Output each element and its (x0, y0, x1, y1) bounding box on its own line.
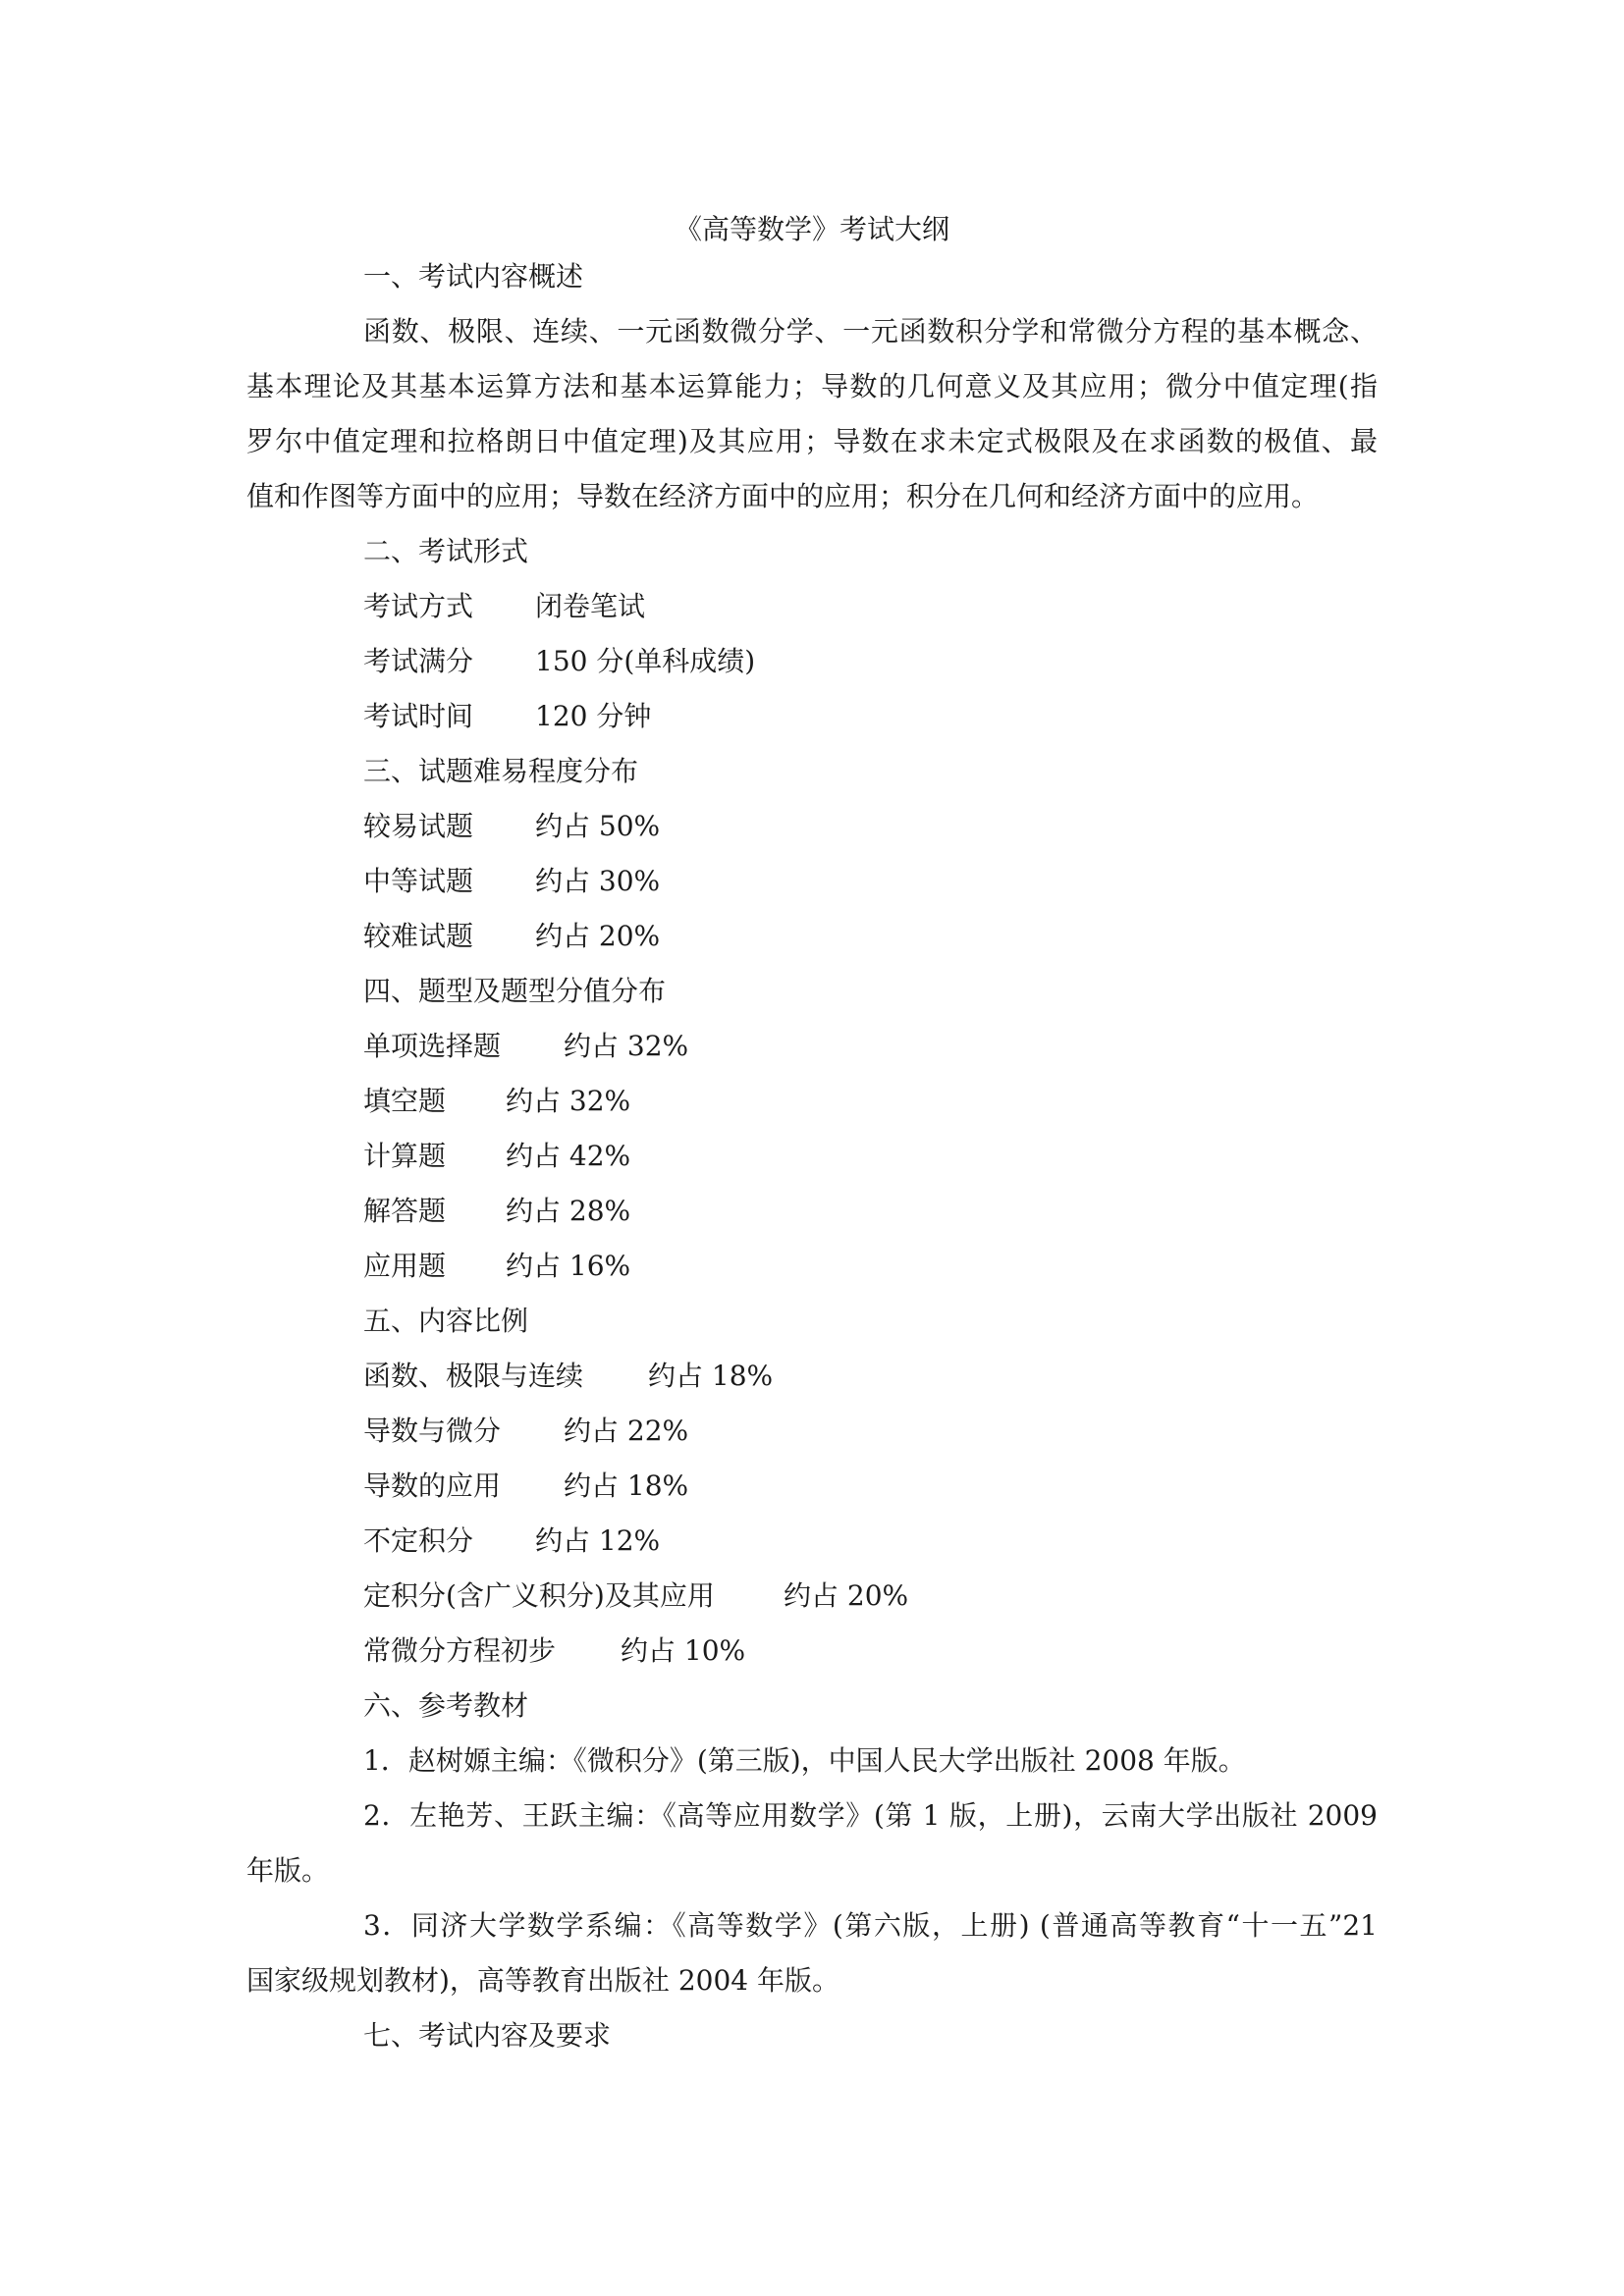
section-heading-difficulty: 三、试题难易程度分布 (363, 755, 639, 787)
content-ratio-item (363, 1467, 1378, 1506)
item-value: 约占 50% (535, 810, 661, 842)
item-label: 较易试题 (363, 810, 474, 842)
item-label: 考试时间 (363, 700, 474, 732)
exam-format-item (363, 642, 1378, 681)
content-ratio-item (363, 1631, 1378, 1671)
item-label: 导数与微分 (363, 1415, 502, 1447)
exam-format-item (363, 697, 1378, 736)
difficulty-item (363, 862, 1378, 901)
item-value: 约占 20% (535, 920, 661, 952)
item-value: 150 分(单科成绩) (535, 645, 756, 677)
content-ratio-item (363, 1522, 1378, 1561)
item-label: 填空题 (363, 1085, 447, 1117)
section-heading-content-ratio: 五、内容比例 (363, 1305, 529, 1337)
item-value: 闭卷笔试 (535, 590, 646, 622)
reference-item-continuation: 年版。 (246, 1854, 330, 1887)
item-label: 考试方式 (363, 590, 474, 622)
reference-item: 2．左艳芳、王跃主编：《高等应用数学》(第 1 版，上册)，云南大学出版社 2009 (363, 1799, 1378, 1832)
question-type-item (363, 1027, 1378, 1066)
item-value: 约占 20% (784, 1579, 909, 1612)
reference-item-continuation: 国家级规划教材)，高等教育出版社 2004 年版。 (246, 1964, 839, 1997)
section-heading-overview: 一、考试内容概述 (363, 260, 584, 293)
item-label: 较难试题 (363, 920, 474, 952)
content-ratio-item (363, 1357, 1378, 1396)
item-value: 约占 16% (506, 1250, 631, 1282)
item-label: 计算题 (363, 1140, 447, 1172)
difficulty-item (363, 807, 1378, 846)
item-label: 定积分(含广义积分)及其应用 (363, 1579, 715, 1612)
item-value: 约占 10% (621, 1634, 746, 1667)
item-value: 约占 22% (564, 1415, 689, 1447)
question-type-item (363, 1082, 1378, 1121)
item-value: 约占 28% (506, 1195, 631, 1227)
section-heading-references: 六、参考教材 (363, 1689, 529, 1722)
item-value: 约占 32% (564, 1030, 689, 1062)
item-label: 中等试题 (363, 865, 474, 897)
reference-item: 3．同济大学数学系编：《高等数学》(第六版，上册) (普通高等教育“十一五”21 (363, 1909, 1378, 1942)
item-label: 解答题 (363, 1195, 447, 1227)
item-value: 约占 18% (564, 1469, 689, 1502)
item-label: 常微分方程初步 (363, 1634, 557, 1667)
item-label: 导数的应用 (363, 1469, 502, 1502)
item-label: 单项选择题 (363, 1030, 502, 1062)
document-title: 《高等数学》考试大纲 (674, 213, 949, 245)
section-heading-question-types: 四、题型及题型分值分布 (363, 975, 667, 1007)
item-label: 函数、极限与连续 (363, 1360, 584, 1392)
question-type-item (363, 1247, 1378, 1286)
section-heading-content-requirements: 七、考试内容及要求 (363, 2019, 612, 2052)
item-value: 约占 18% (648, 1360, 774, 1392)
item-label: 考试满分 (363, 645, 474, 677)
reference-item: 1．赵树嫄主编：《微积分》(第三版)，中国人民大学出版社 2008 年版。 (363, 1744, 1246, 1777)
item-value: 约占 32% (506, 1085, 631, 1117)
item-value: 约占 42% (506, 1140, 631, 1172)
content-ratio-item (363, 1576, 1378, 1616)
overview-paragraph-line: 函数、极限、连续、一元函数微分学、一元函数积分学和常微分方程的基本概念、 (363, 315, 1378, 347)
item-value: 120 分钟 (535, 700, 652, 732)
exam-format-item (363, 587, 1378, 626)
overview-paragraph-line: 值和作图等方面中的应用；导数在经济方面中的应用；积分在几何和经济方面中的应用。 (246, 480, 1320, 512)
item-label: 不定积分 (363, 1524, 474, 1557)
question-type-item (363, 1137, 1378, 1176)
item-value: 约占 12% (535, 1524, 661, 1557)
content-ratio-item (363, 1412, 1378, 1451)
overview-paragraph-line: 基本理论及其基本运算方法和基本运算能力；导数的几何意义及其应用；微分中值定理(指 (246, 370, 1378, 402)
item-label: 应用题 (363, 1250, 447, 1282)
overview-paragraph-line: 罗尔中值定理和拉格朗日中值定理)及其应用；导数在求未定式极限及在求函数的极值、最 (246, 425, 1378, 457)
difficulty-item (363, 917, 1378, 956)
section-heading-exam-format: 二、考试形式 (363, 535, 529, 567)
question-type-item (363, 1192, 1378, 1231)
item-value: 约占 30% (535, 865, 661, 897)
